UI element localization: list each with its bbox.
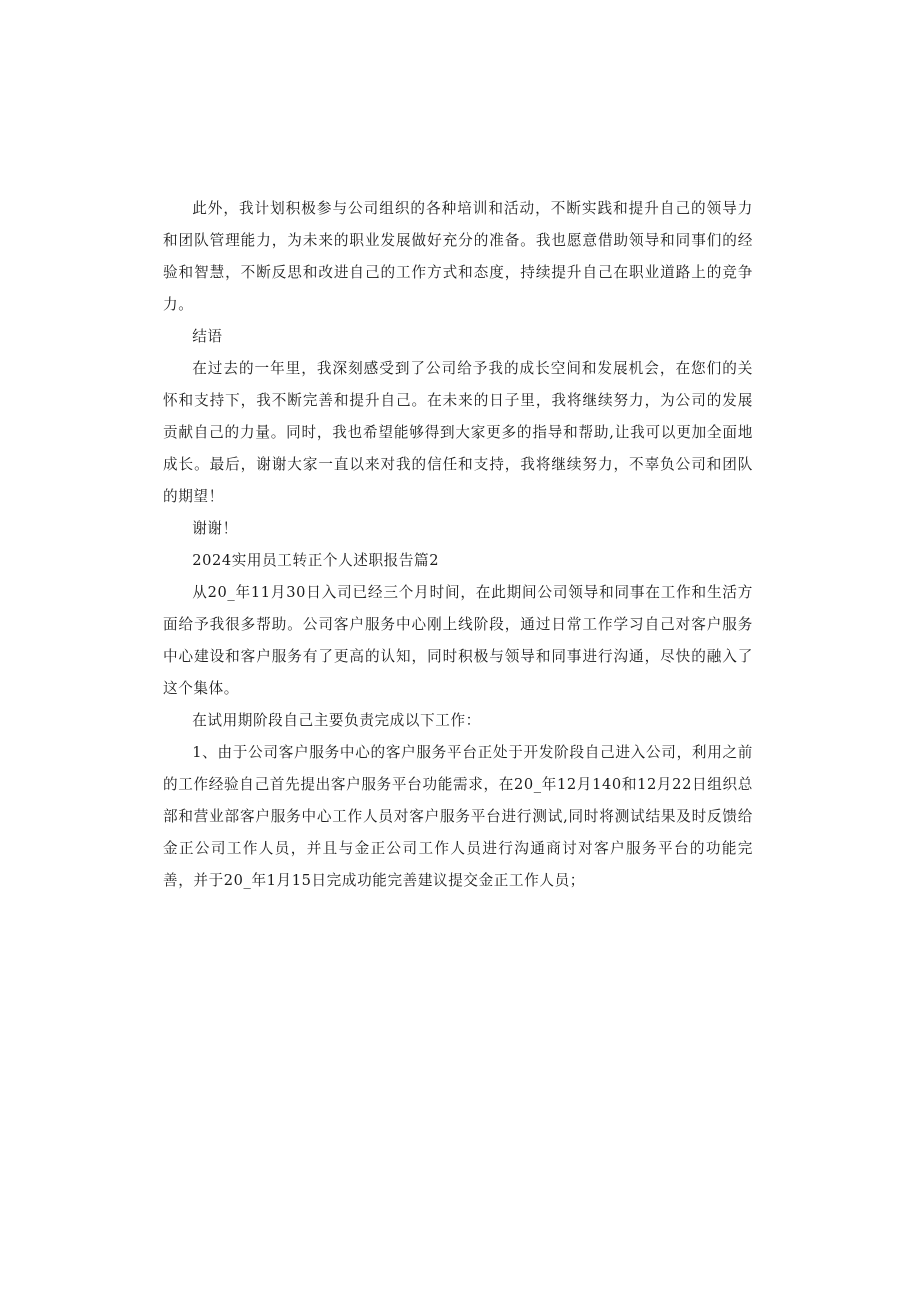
thanks-line: 谢谢！ (192, 520, 238, 537)
paragraph-training-plan: 此外，我计划积极参与公司组织的各种培训和活动，不断实践和提升自己的领导力和团队管理能力，为未来的职业发展做好充分的准备。我也愿意借助领导和同事们的经验和智慧，不断反思和改进自己的工作方式和态度，持续提升自己在职业道路上的竞争力。 (163, 200, 753, 313)
report-title-part2: 2024实用员工转正个人述职报告篇2 (192, 552, 440, 569)
paragraph-work-item-1: 1、由于公司客户服务中心的客户服务平台正处于开发阶段自己进入公司，利用之前的工作经验自己首先提出客户服务平台功能需求，在20_年12月140和12月22日组织总部和营业部客户服务中心工作人员对客户服务平台进行测试,同时将测试结果及时反馈给金正公司工作人员，并且与金正公司工作人员进行沟通商讨对客户服务平台的功能完善，并于20_年1月15日完成功能完善建议提交金正工作人员； (163, 744, 753, 889)
paragraph-intro-part2: 从20_年11月30日入司已经三个月时间，在此期间公司领导和同事在工作和生活方面给予我很多帮助。公司客户服务中心刚上线阶段，通过日常工作学习自己对客户服务中心建设和客户服务有了更高的认知，同时积极与领导和同事进行沟通，尽快的融入了这个集体。 (163, 584, 753, 697)
document-page (163, 193, 753, 897)
section-heading-conclusion: 结语 (192, 328, 223, 345)
paragraph-conclusion: 在过去的一年里，我深刻感受到了公司给予我的成长空间和发展机会，在您们的关怀和支持下，我不断完善和提升自己。在未来的日子里，我将继续努力，为公司的发展贡献自己的力量。同时，我也希望能够得到大家更多的指导和帮助,让我可以更加全面地成长。最后，谢谢大家一直以来对我的信任和支持，我将继续努力，不辜负公司和团队的期望！ (163, 360, 753, 505)
paragraph-work-summary-lead: 在试用期阶段自己主要负责完成以下工作： (192, 712, 481, 729)
